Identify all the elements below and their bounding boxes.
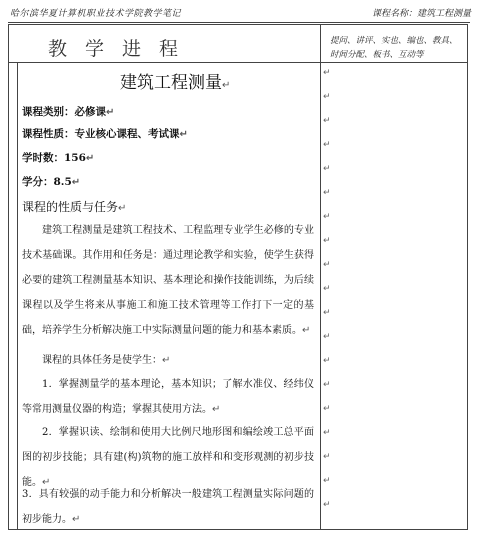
header-left-text: 哈尔滨华夏计算机职业技术学院教学笔记 [10, 9, 182, 19]
document-title [120, 68, 230, 93]
return-mark: ↵ [323, 140, 331, 150]
return-mark: ↵ [323, 188, 331, 198]
return-mark: ↵ [71, 177, 81, 188]
meta-text: 课程类别：必修课 [22, 106, 106, 118]
return-mark: ↵ [179, 129, 188, 140]
title-text: 建筑工程测量 [120, 73, 222, 93]
return-mark: ↵ [323, 164, 331, 174]
column-divider [320, 24, 321, 530]
return-mark: ↵ [323, 500, 331, 510]
return-mark: ↵ [323, 404, 331, 414]
meta-text: 学时数：156 [22, 152, 86, 164]
section-heading-text: 课程的性质与任务 [22, 200, 119, 214]
return-mark: ↵ [323, 452, 331, 462]
left-margin-rule [17, 62, 18, 530]
paragraph-text: 课程的具体任务是使学生： [42, 355, 162, 366]
header-right-text: 课程名称：建筑工程测量 [372, 9, 472, 19]
banner-title: 教学进程 [48, 38, 197, 60]
meta-course-nature [22, 126, 188, 141]
return-mark: ↵ [323, 428, 331, 438]
return-mark: ↵ [323, 332, 331, 342]
paragraph-task-3 [22, 482, 314, 532]
return-mark: ↵ [323, 116, 331, 126]
header-band-rule-right [320, 62, 468, 63]
return-mark: ↵ [85, 153, 95, 164]
paragraph-text: 2．掌握识读、绘制和使用大比例尺地形图和编绘竣工总平面图的初步技能；具有建(构)筑物的施工放样和和变形观测的初步技能。 [22, 427, 314, 488]
return-mark: ↵ [323, 236, 331, 246]
section-heading [22, 198, 126, 215]
meta-text: 学分：8.5 [22, 176, 72, 188]
return-mark: ↵ [118, 203, 127, 214]
paragraph-task-1 [22, 372, 314, 422]
paragraph-tasks-intro [22, 348, 314, 373]
return-mark: ↵ [323, 476, 331, 486]
return-mark: ↵ [323, 212, 331, 222]
return-mark: ↵ [323, 92, 331, 102]
return-mark: ↵ [106, 107, 115, 118]
return-mark: ↵ [42, 477, 51, 488]
meta-course-type [22, 104, 114, 119]
return-mark: ↵ [323, 380, 331, 390]
notes-column-header: 提问、讲评、实也、编也、教具、时间分配、板书、互动等 [330, 36, 458, 60]
paragraph-purpose [22, 218, 314, 343]
return-mark: ↵ [323, 308, 331, 318]
paragraph-text: 3．具有较强的动手能力和分析解决一般建筑工程测量实际问题的初步能力。 [22, 489, 314, 525]
return-mark: ↵ [302, 325, 311, 336]
return-mark: ↵ [323, 284, 331, 294]
return-mark: ↵ [212, 404, 221, 415]
return-mark: ↵ [162, 355, 171, 366]
meta-hours [22, 150, 94, 165]
return-mark: ↵ [323, 260, 331, 270]
return-mark: ↵ [222, 80, 231, 91]
return-mark: ↵ [72, 514, 81, 525]
meta-credits [22, 174, 80, 189]
return-mark: ↵ [323, 356, 331, 366]
meta-text: 课程性质：专业核心课程、考试课 [22, 128, 180, 140]
header-band-rule [8, 62, 320, 63]
paragraph-text: 建筑工程测量是建筑工程技术、工程监理专业学生必修的专业技术基础课。其作用和任务是：通过理论教学和实验，使学生获得必要的建筑工程测量基本知识、基本理论和操作技能训练，为后续课程以及学生将来从事施工和施工技术管理等工作打下一定的基础，培养学生分析解决施工中实际测量问题的能力和基本素质。 [22, 225, 314, 336]
header-rule [8, 22, 470, 23]
return-mark: ↵ [323, 68, 331, 78]
paragraph-text: 1．掌握测量学的基本理论，基本知识；了解水准仪、经纬仪等常用测量仪器的构造；掌握其使用方法。 [22, 379, 314, 415]
